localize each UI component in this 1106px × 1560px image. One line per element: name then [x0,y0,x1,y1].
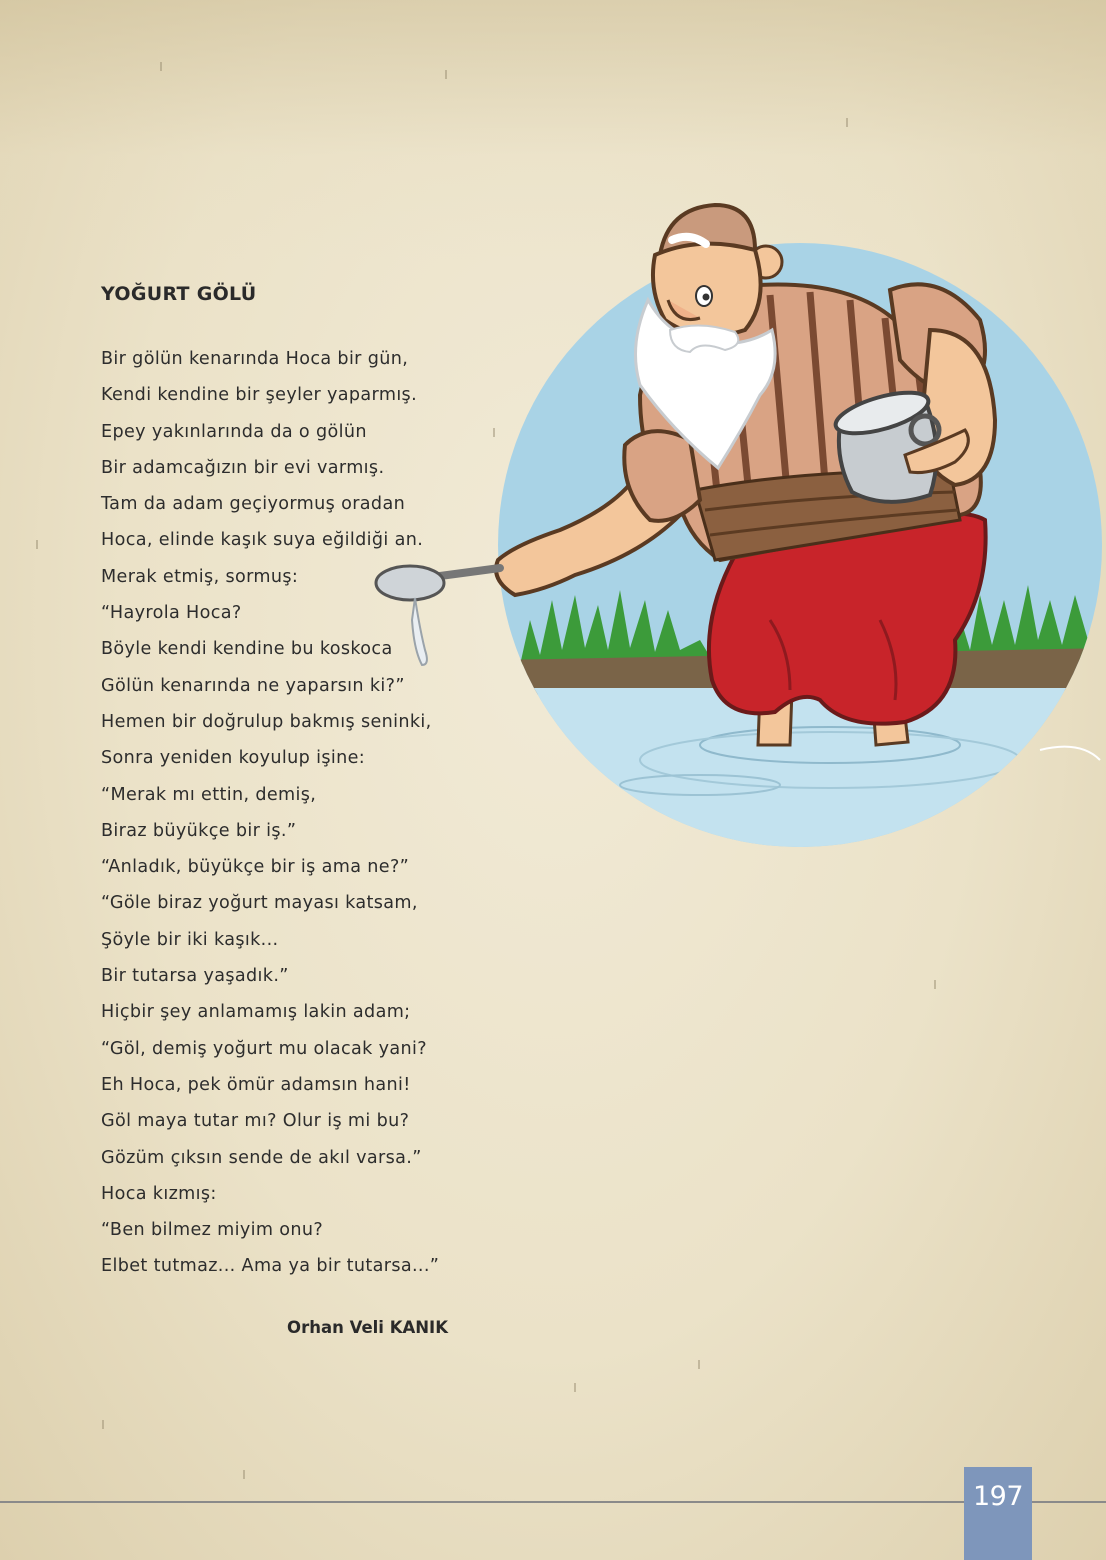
paper-speck [160,62,162,71]
water-ripple [1040,747,1100,760]
poem-author: Orhan Veli KANIK [287,1318,448,1337]
poem-title: YOĞURT GÖLÜ [101,283,257,305]
eye [703,294,710,301]
milk-drip [412,598,427,665]
paper-speck [574,1383,576,1392]
poem-line: Merak etmiş, sormuş: [101,566,299,587]
poem-line: Elbet tutmaz... Ama ya bir tutarsa...” [101,1256,440,1277]
poem-line: Göl maya tutar mı? Olur iş mi bu? [101,1111,410,1132]
water [490,688,1106,855]
poem-line: “Göl, demiş yoğurt mu olacak yani? [101,1038,427,1059]
paper-speck [698,1360,700,1369]
poem-line: Hiçbir şey anlamamış lakin adam; [101,1002,411,1023]
poem-line: Sonra yeniden koyulup işine: [101,748,366,769]
poem-line: “Anladık, büyükçe bir iş ama ne?” [101,857,410,878]
poem-line: Biraz büyükçe bir iş.” [101,820,297,841]
poem-line: Böyle kendi kendine bu koskoca [101,639,393,660]
poem-line: Hemen bir doğrulup bakmış seninki, [101,711,432,732]
footer-line [0,1501,1106,1503]
poem-line: “Göle biraz yoğurt mayası katsam, [101,893,418,914]
poem-line: Bir gölün kenarında Hoca bir gün, [101,349,409,369]
poem-line: Tam da adam geçiyormuş oradan [101,494,406,515]
poem-line: “Ben bilmez miyim onu? [101,1220,324,1241]
poem-line: Şöyle bir iki kaşık... [101,929,279,950]
poem-line: Gözüm çıksın sende de akıl varsa.” [101,1147,422,1168]
paper-speck [445,70,447,79]
paper-speck [934,980,936,989]
poem-line: “Merak mı ettin, demiş, [101,784,317,805]
poem-line: Bir tutarsa yaşadık.” [101,966,289,987]
poem-line: Bir adamcağızın bir evi varmış. [101,457,385,478]
poem-line: Eh Hoca, pek ömür adamsın hani! [101,1074,411,1095]
poem-line: Hoca, elinde kaşık suya eğildiği an. [101,530,424,551]
poem-line: Kendi kendine bir şeyler yaparmış. [101,385,418,406]
hoca-illustration [370,195,1106,855]
poem-line: Gölün kenarında ne yaparsın ki?” [101,675,405,696]
paper-speck [846,118,848,127]
paper-speck [102,1420,104,1429]
spoon-bowl [376,566,444,600]
poem-line: “Hayrola Hoca? [101,603,242,624]
poem-line: Epey yakınlarında da o gölün [101,421,367,442]
page-number: 197 [972,1481,1024,1512]
poem-line: Hoca kızmış: [101,1183,217,1204]
paper-speck [36,540,38,549]
paper-speck [243,1470,245,1479]
